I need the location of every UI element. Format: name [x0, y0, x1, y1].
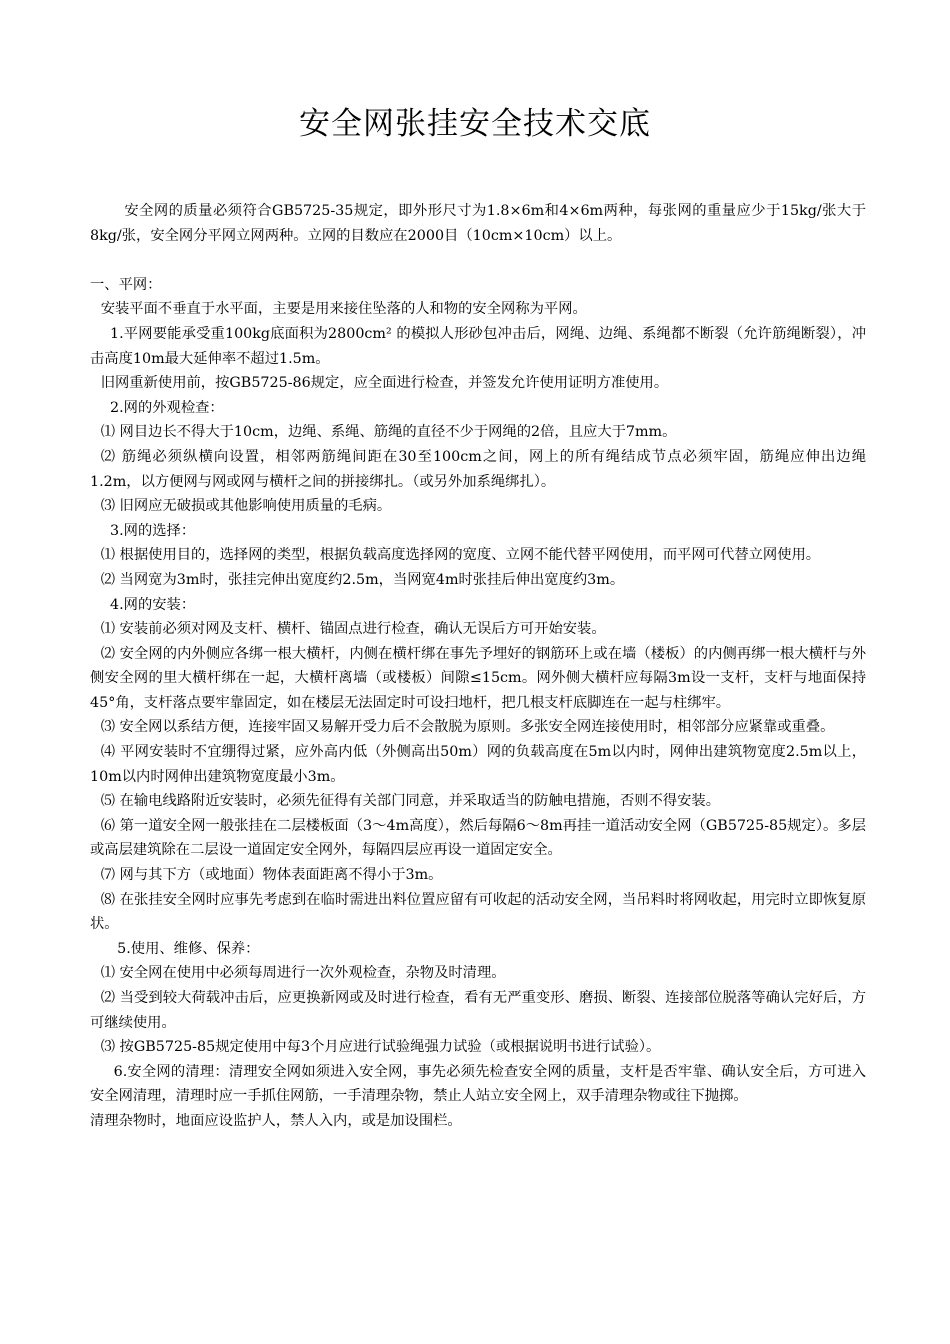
clause-2-3: ⑶ 旧网应无破损或其他影响使用质量的毛病。	[100, 498, 392, 515]
paragraph-gap	[90, 248, 866, 273]
page-title: 安全网张挂安全技术交底	[299, 106, 651, 142]
clause-3-heading: 3.网的选择：	[110, 522, 196, 539]
clause-6: 6.安全网的清理：清理安全网如须进入安全网，事先必须先检查安全网的质量，支杆是否牢靠、确认安全后，方可进入安全网清理，清理时应一手抓住网筋，一手清理杂物，禁止人站立安全网上，双手清理杂物或往下抛掷。	[90, 1063, 866, 1105]
intro-paragraph: 安全网的质量必须符合GB5725-35规定，即外形尺寸为1.8×6m和4×6m两种，每张网的重量应少于15kg/张大于8kg/张，安全网分平网立网两种。立网的目数应在2000目（10cm×10cm）以上。	[90, 203, 866, 244]
clause-5-heading: 5.使用、维修、保养：	[117, 940, 260, 957]
section-heading: 一、平网：	[90, 276, 162, 293]
old-net-paragraph: 旧网重新使用前，按GB5725-86规定，应全面进行检查，并签发允许使用证明方准使用。	[100, 375, 669, 392]
clause-4-4: ⑷ 平网安装时不宜绷得过紧，应外高内低（外侧高出50m）网的负载高度在5m以内时，网伸出建筑物宽度2.5m以上，10m以内时网伸出建筑物宽度最小3m。	[90, 744, 866, 785]
clause-2-heading: 2.网的外观检查：	[110, 399, 224, 416]
clause-4-8: ⑻ 在张挂安全网时应事先考虑到在临时需进出料位置应留有可收起的活动安全网，当吊料时将网收起，用完时立即恢复原状。	[90, 891, 866, 933]
document-body	[90, 199, 866, 1134]
clause-3-2: ⑵ 当网宽为3m时，张挂完伸出宽度约2.5m，当网宽4m时张挂后伸出宽度约3m。	[100, 571, 625, 588]
clause-2-1: ⑴ 网目边长不得大于10cm，边绳、系绳、筋绳的直径不少于网绳的2倍，且应大于7mm。	[100, 424, 677, 441]
clause-4-2: ⑵ 安全网的内外侧应各绑一根大横杆，内侧在横杆绑在事先予埋好的钢筋环上或在墙（楼板）的内侧再绑一根大横杆与外侧安全网的里大横杆绑在一起，大横杆离墙（或楼板）间隙≤15cm。网外侧大横杆应每隔3m设一支杆，支杆与地面保持45°角，支杆落点要牢靠固定，如在楼层无法固定时可设扫地杆，把几根支杆底脚连在一起与柱绑牢。	[90, 645, 866, 711]
clause-1: 1.平网要能承受重100kg底面积为2800cm² 的模拟人形砂包冲击后，网绳、边绳、系绳都不断裂（允许筋绳断裂），冲击高度10m最大延伸率不超过1.5m。	[90, 325, 866, 367]
clause-5-2: ⑵ 当受到较大荷载冲击后，应更换新网或及时进行检查，看有无严重变形、磨损、断裂、连接部位脱落等确认完好后，方可继续使用。	[90, 990, 866, 1031]
final-paragraph: 清理杂物时，地面应设监护人，禁人入内，或是加设围栏。	[90, 1112, 462, 1129]
clause-4-1: ⑴ 安装前必须对网及支杆、横杆、锚固点进行检查，确认无误后方可开始安装。	[100, 621, 606, 638]
clause-4-6: ⑹ 第一道安全网一般张挂在二层楼板面（3～4m高度），然后每隔6～8m再挂一道活动安全网（GB5725-85规定）。多层或高层建筑除在二层设一道固定安全网外，每隔四层应再设一道固定安全。	[90, 817, 866, 859]
clause-2-2: ⑵ 筋绳必须纵横向设置，相邻两筋绳间距在30至100cm之间，网上的所有绳结成节点必须牢固，筋绳应伸出边绳1.2m，以方便网与网或网与横杆之间的拼接绑扎。（或另外加系绳绑扎）。	[90, 448, 866, 490]
clause-5-3: ⑶ 按GB5725-85规定使用中每3个月应进行试验绳强力试验（或根据说明书进行试验）。	[100, 1039, 661, 1056]
clause-4-heading: 4.网的安装：	[110, 596, 196, 613]
clause-3-1: ⑴ 根据使用目的，选择网的类型，根据负载高度选择网的宽度、立网不能代替平网使用，而平网可代替立网使用。	[100, 547, 821, 564]
clause-4-3: ⑶ 安全网以系结方便，连接牢固又易解开受力后不会散脱为原则。多张安全网连接使用时，相邻部分应紧靠或重叠。	[100, 719, 835, 736]
clause-4-5: ⑸ 在输电线路附近安装时，必须先征得有关部门同意，并采取适当的防触电措施，否则不得安装。	[100, 793, 721, 810]
clause-5-1: ⑴ 安全网在使用中必须每周进行一次外观检查，杂物及时清理。	[100, 965, 506, 982]
definition-paragraph: 安装平面不垂直于水平面，主要是用来接住坠落的人和物的安全网称为平网。	[100, 301, 587, 318]
clause-4-7: ⑺ 网与其下方（或地面）物体表面距离不得小于3m。	[100, 867, 443, 884]
